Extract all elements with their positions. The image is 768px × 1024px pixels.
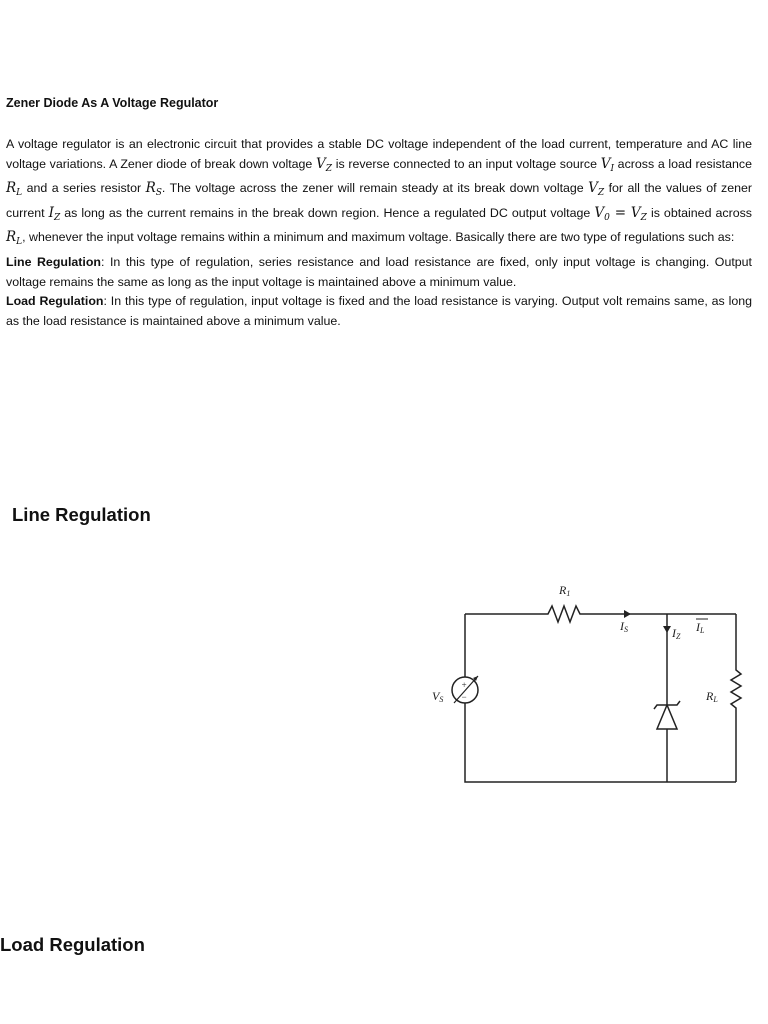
- math-rl: $R_L$: [6, 180, 23, 199]
- math-rl: $R_L$: [6, 229, 23, 248]
- is-arrow-icon: [624, 610, 631, 618]
- intro-paragraph: [6, 135, 752, 253]
- line-regulation-label: Line Regulation: [6, 254, 102, 269]
- il-label: IL: [696, 620, 705, 635]
- r1-label: R1: [559, 583, 571, 598]
- math-vz: $V_Z$: [588, 180, 605, 199]
- iz-label: IZ: [672, 626, 681, 641]
- math-vz: $V_Z$: [316, 155, 333, 174]
- load-regulation-text: : In this type of regulation, input voltage is fixed and the load resistance is varying. Output volt remains same, as long as the load resistance is maintained above a minimum value.: [6, 294, 753, 328]
- intro-text: , whenever the input voltage remains within a minimum and maximum voltage. Basically there are two type of regulations such as:: [22, 230, 735, 245]
- source-minus-sign: −: [461, 692, 468, 702]
- load-regulation-heading: Load Regulation: [0, 934, 145, 955]
- math-v0-eq-vz: $V_0 = V_Z$: [594, 204, 647, 223]
- math-vi: $V_I$: [600, 155, 614, 174]
- math-iz: $I_Z$: [48, 204, 61, 223]
- intro-text: as long as the current remains in the break down region. Hence a regulated DC output voltage: [60, 205, 595, 220]
- line-regulation-circuit-diagram: [410, 575, 755, 795]
- intro-text: across a load resistance: [614, 156, 752, 171]
- load-regulation-paragraph: [6, 292, 752, 331]
- intro-text: for all the values of zener current: [6, 181, 752, 220]
- intro-text: is reverse connected to an input voltage source: [332, 156, 601, 171]
- line-regulation-paragraph: [6, 253, 752, 292]
- iz-arrow-icon: [663, 626, 671, 633]
- document-title: Zener Diode As A Voltage Regulator: [6, 96, 219, 110]
- is-label: IS: [620, 619, 628, 634]
- intro-text: A voltage regulator is an electronic circuit that provides a stable DC voltage independent of the load current, temperature and AC line voltage variations. A Zener diode of break down voltage: [6, 137, 752, 171]
- rl-label: RL: [706, 689, 718, 704]
- intro-text: . The voltage across the zener will remain steady at its break down voltage: [161, 181, 589, 196]
- load-regulation-label: Load Regulation: [6, 294, 104, 309]
- line-regulation-heading: Line Regulation: [12, 504, 151, 525]
- intro-text: and a series resistor: [22, 181, 146, 196]
- source-plus-sign: +: [461, 680, 468, 690]
- intro-text: is obtained across: [646, 205, 752, 220]
- zener-diode-icon: [654, 701, 680, 729]
- vs-label: VS: [432, 689, 444, 704]
- document-body: [6, 135, 752, 331]
- line-regulation-text: : In this type of regulation, series resistance and load resistance are fixed, only input voltage is changing. Output voltage remains the same as long as the input voltage is maintained above a minimum value.: [6, 254, 752, 289]
- math-rs: $R_S$: [145, 180, 162, 199]
